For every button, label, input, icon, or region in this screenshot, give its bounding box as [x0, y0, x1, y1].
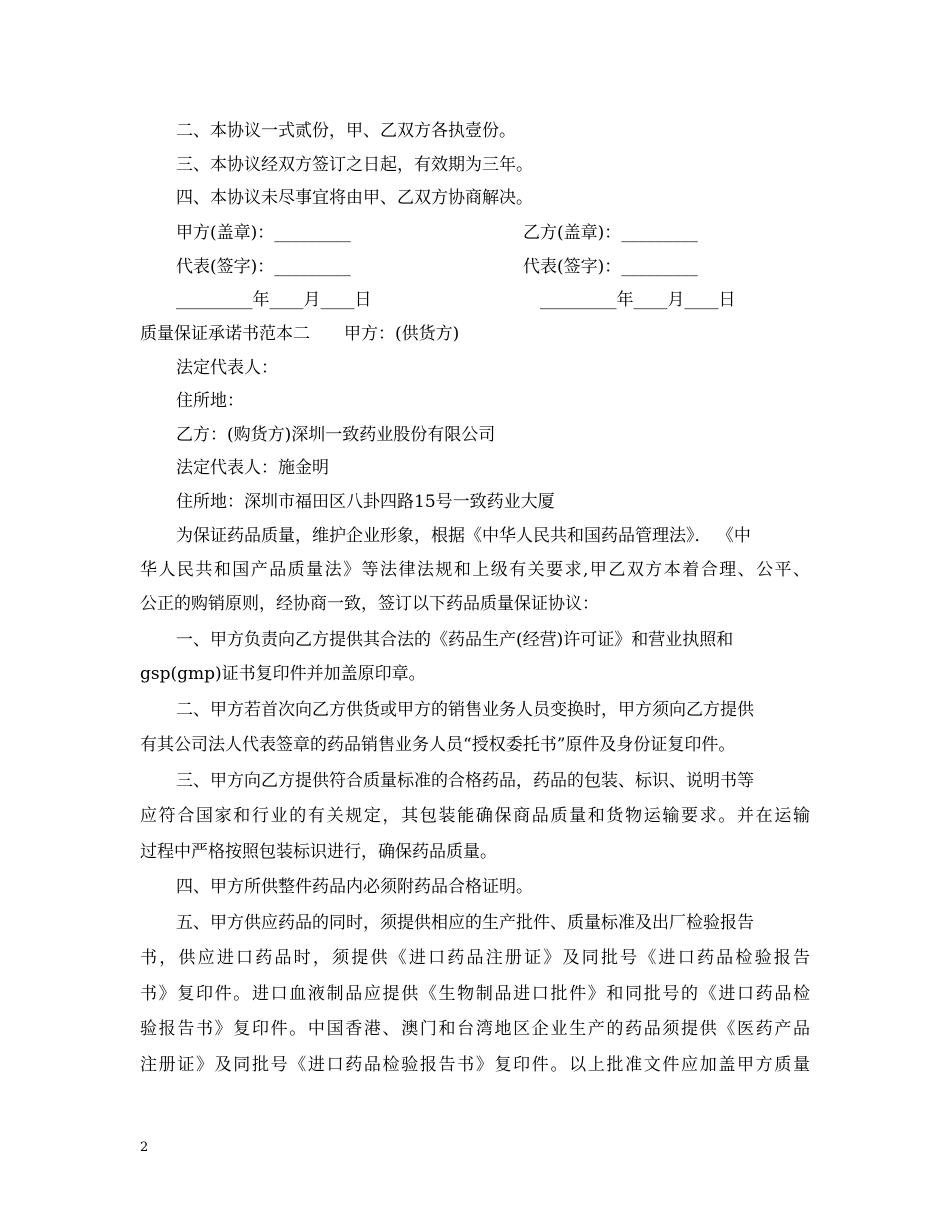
- preamble-line-1: 为保证药品质量，维护企业形象，根据《中华人民共和国药品管理法》． 《中: [176, 526, 751, 546]
- preamble-line-3: 公正的购销原则，经协商一致，签订以下药品质量保证协议：: [140, 594, 599, 614]
- section-title: 质量保证承诺书范本二 甲方：(供货方): [140, 324, 460, 344]
- article-5-line-1: 五、甲方供应药品的同时，须提供相应的生产批件、质量标准及出厂检验报告: [176, 913, 754, 933]
- article-2-line-1: 二、甲方若首次向乙方供货或甲方的销售业务人员变换时，甲方须向乙方提供: [176, 700, 754, 720]
- article-3-line-1: 三、甲方向乙方提供符合质量标准的合格药品，药品的包装、标识、说明书等: [176, 771, 754, 791]
- party-b-seal: 乙方(盖章)：_________: [523, 223, 698, 243]
- party-b-address: 住所地：深圳市福田区八卦四路15号一致药业大厦: [176, 492, 555, 512]
- party-b-date: _________年____月____日: [540, 290, 736, 310]
- article-5-line-3: 书》复印件。进口血液制品应提供《生物制品进口批件》和同批号的《进口药品检: [140, 984, 810, 1004]
- article-3-line-3: 过程中严格按照包装标识进行，确保药品质量。: [140, 842, 497, 862]
- page-number: 2: [140, 1140, 149, 1155]
- article-5-line-2: 书，供应进口药品时，须提供《进口药品注册证》及同批号《进口药品检验报告: [140, 948, 810, 968]
- article-1-line-1: 一、甲方负责向乙方提供其合法的《药品生产(经营)许可证》和营业执照和: [176, 630, 734, 650]
- article-3-line-2: 应符合国家和行业的有关规定，其包装能确保商品质量和货物运输要求。并在运输: [140, 806, 810, 826]
- article-5-line-4: 验报告书》复印件。中国香港、澳门和台湾地区企业生产的药品须提供《医药产品: [140, 1019, 810, 1039]
- article-4: 四、甲方所供整件药品内必须附药品合格证明。: [176, 877, 533, 897]
- party-a-date: _________年____月____日: [176, 290, 372, 310]
- clause-3: 三、本协议经双方签订之日起，有效期为三年。: [176, 155, 533, 175]
- party-a-seal: 甲方(盖章)：_________: [176, 223, 351, 243]
- article-1-line-2: gsp(gmp)证书复印件并加盖原印章。: [140, 664, 426, 684]
- article-2-line-2: 有其公司法人代表签章的药品销售业务人员“授权委托书”原件及身份证复印件。: [140, 735, 736, 755]
- clause-2: 二、本协议一式贰份，甲、乙双方各执壹份。: [176, 121, 516, 141]
- party-b-representative: 法定代表人：施金明: [176, 458, 329, 478]
- preamble-line-2: 华人民共和国产品质量法》等法律法规和上级有关要求,甲乙双方本着合理、公平、: [140, 560, 810, 580]
- party-b-name: 乙方：(购货方)深圳一致药业股份有限公司: [176, 425, 496, 445]
- party-a-address: 住所地：: [176, 391, 244, 411]
- party-a-representative: 法定代表人：: [176, 358, 278, 378]
- party-a-signature: 代表(签字)：_________: [176, 257, 351, 277]
- clause-4: 四、本协议未尽事宜将由甲、乙双方协商解决。: [176, 188, 533, 208]
- party-b-signature: 代表(签字)：_________: [523, 257, 698, 277]
- article-5-line-5: 注册证》及同批号《进口药品检验报告书》复印件。以上批准文件应加盖甲方质量: [140, 1055, 810, 1075]
